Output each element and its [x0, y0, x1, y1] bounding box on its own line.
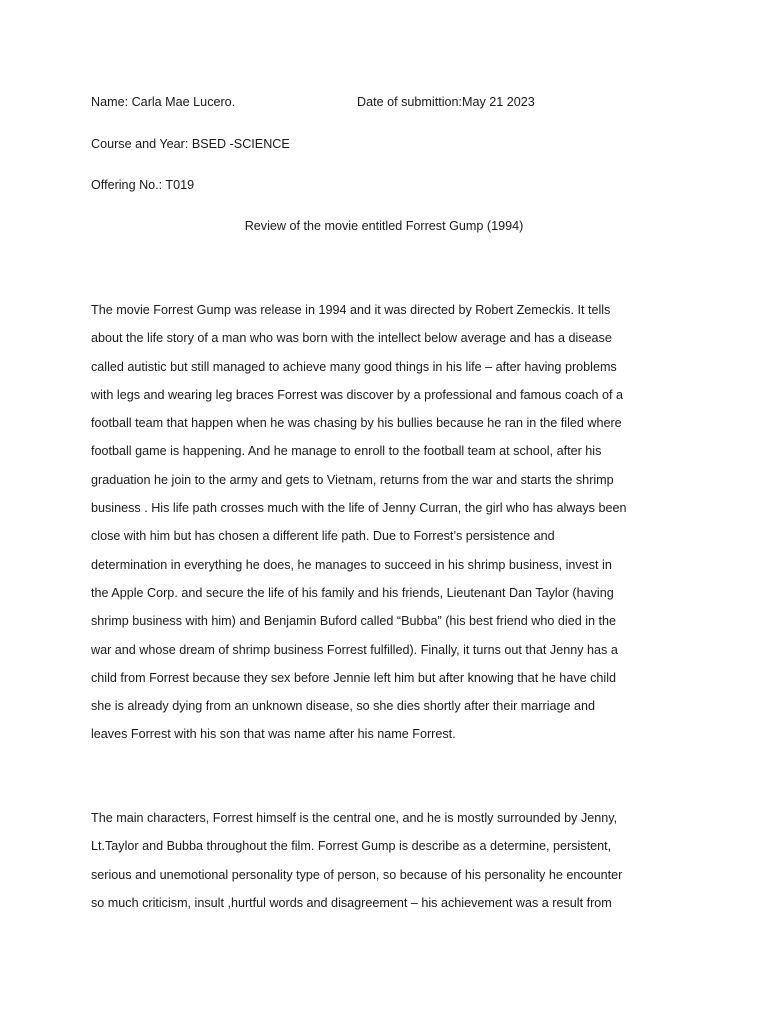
text-line: so much criticism, insult ,hurtful words and disagreement – his achievement was a result from	[91, 895, 612, 910]
text-line: about the life story of a man who was born with the intellect below average and has a disease	[91, 331, 612, 346]
text-line: she is already dying from an unknown disease, so she dies shortly after their marriage and	[91, 699, 596, 714]
student-name: Name: Carla Mae Lucero.	[91, 95, 236, 109]
review-title: Review of the movie entitled Forrest Gump (1994)	[244, 219, 524, 233]
text-line: leaves Forrest with his son that was name after his name Forrest.	[91, 727, 456, 742]
text-line: business . His life path crosses much with the life of Jenny Curran, the girl who has always been	[91, 501, 627, 516]
text-line: Lt.Taylor and Bubba throughout the film. Forrest Gump is describe as a determine, persistent,	[91, 839, 612, 854]
text-line: with legs and wearing leg braces Forrest was discover by a professional and famous coach of a	[91, 387, 624, 402]
text-line: the Apple Corp. and secure the life of his family and his friends, Lieutenant Dan Taylor (having	[91, 585, 614, 600]
text-line: football team that happen when he was chasing by his bullies because he ran in the filed where	[91, 416, 622, 431]
submission-date: Date of submittion:May 21 2023	[357, 95, 535, 109]
text-line: child from Forrest because they sex before Jennie left him but after knowing that he have child	[91, 670, 617, 685]
text-line: graduation he join to the army and gets to Vietnam, returns from the war and starts the shrimp	[91, 472, 614, 487]
paragraph-characters	[91, 804, 691, 917]
text-line: called autistic but still managed to achieve many good things in his life – after having problems	[91, 359, 617, 374]
text-line: shrimp business with him) and Benjamin Buford called “Bubba” (his best friend who died in the	[91, 614, 617, 629]
text-line: war and whose dream of shrimp business Forrest fulfilled). Finally, it turns out that Jenny has a	[91, 642, 618, 657]
text-line: determination in everything he does, he manages to succeed in his shrimp business, invest in	[91, 557, 612, 572]
text-line: serious and unemotional personality type of person, so because of his personality he encounter	[91, 867, 623, 882]
paragraph-summary	[91, 296, 691, 749]
text-line: The main characters, Forrest himself is the central one, and he is mostly surrounded by Jenny,	[91, 811, 618, 825]
text-line: close with him but has chosen a different life path. Due to Forrest’s persistence and	[91, 529, 555, 544]
text-line: The movie Forrest Gump was release in 1994 and it was directed by Robert Zemeckis. It tells	[91, 303, 611, 317]
text-line: football game is happening. And he manage to enroll to the football team at school, after his	[91, 444, 602, 459]
course-and-year: Course and Year: BSED -SCIENCE	[91, 137, 290, 151]
offering-number: Offering No.: T019	[91, 178, 195, 192]
